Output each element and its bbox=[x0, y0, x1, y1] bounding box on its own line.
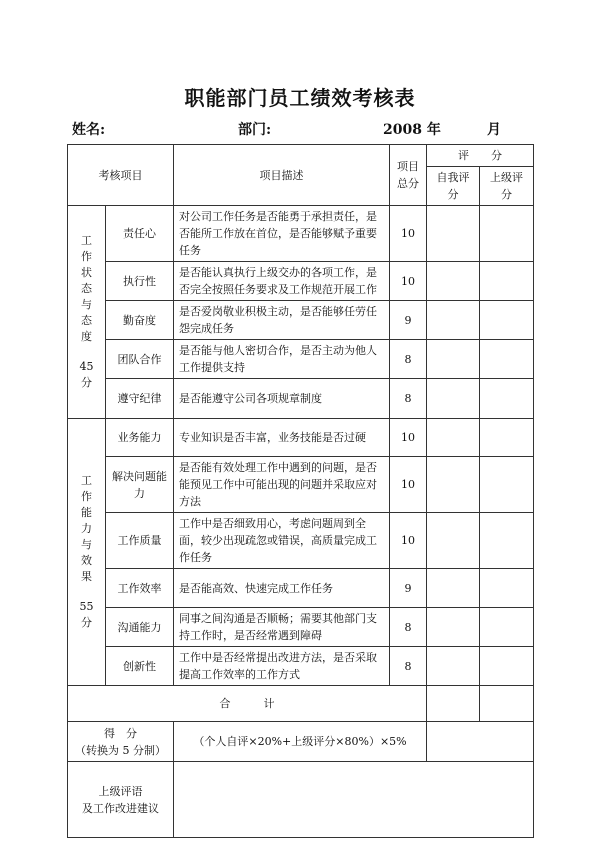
self-rating-cell[interactable] bbox=[427, 206, 480, 262]
section-label-char: 能 bbox=[81, 506, 92, 519]
table-row bbox=[68, 379, 534, 419]
superior-rating-cell[interactable] bbox=[480, 513, 534, 569]
item-max-score: 8 bbox=[390, 340, 427, 379]
section-points: 55 分 bbox=[79, 600, 94, 629]
comment-label-line1: 上级评语 bbox=[98, 784, 143, 798]
superior-rating-cell[interactable] bbox=[480, 419, 534, 457]
item-name: 工作质量 bbox=[106, 513, 174, 569]
total-self-cell[interactable] bbox=[427, 686, 480, 722]
item-max-score: 10 bbox=[390, 513, 427, 569]
self-rating-cell[interactable] bbox=[427, 647, 480, 686]
header-total-line2: 总分 bbox=[397, 177, 419, 190]
comment-label bbox=[68, 762, 174, 838]
item-description: 是否能有效处理工作中遇到的问题，是否能预见工作中可能出现的问题并采取应对方法 bbox=[174, 457, 390, 513]
score-label bbox=[68, 722, 174, 762]
superior-rating-cell[interactable] bbox=[480, 262, 534, 301]
table-row bbox=[68, 647, 534, 686]
item-name: 勤奋度 bbox=[106, 301, 174, 340]
item-max-score: 10 bbox=[390, 262, 427, 301]
year-label: 2008 年 bbox=[383, 122, 441, 138]
score-value-cell[interactable] bbox=[427, 722, 534, 762]
total-row bbox=[68, 686, 534, 722]
superior-rating-cell[interactable] bbox=[480, 379, 534, 419]
name-label: 姓名: bbox=[72, 122, 106, 138]
comment-label-line2: 及工作改进建议 bbox=[82, 801, 159, 815]
superior-rating-cell[interactable] bbox=[480, 647, 534, 686]
score-label-line2: （转换为 5 分制） bbox=[75, 743, 166, 757]
item-description: 工作中是否经常提出改进方法，是否采取提高工作效率的工作方式 bbox=[174, 647, 390, 686]
table-row bbox=[68, 569, 534, 608]
item-description: 同事之间沟通是否顺畅；需要其他部门支持工作时，是否经常遇到障碍 bbox=[174, 608, 390, 647]
item-max-score: 10 bbox=[390, 419, 427, 457]
section-label-char: 工 bbox=[81, 474, 92, 487]
header-total bbox=[390, 145, 427, 206]
department-label: 部门: bbox=[238, 122, 272, 138]
section-label-char: 与 bbox=[81, 298, 92, 311]
header-rating: 评 分 bbox=[427, 145, 534, 167]
self-rating-cell[interactable] bbox=[427, 379, 480, 419]
page-title: 职能部门员工绩效考核表 bbox=[184, 86, 416, 110]
superior-rating-cell[interactable] bbox=[480, 569, 534, 608]
item-name: 沟通能力 bbox=[106, 608, 174, 647]
appraisal-table bbox=[67, 144, 534, 838]
superior-rating-cell[interactable] bbox=[480, 301, 534, 340]
table-row bbox=[68, 608, 534, 647]
self-rating-cell[interactable] bbox=[427, 262, 480, 301]
table-row bbox=[68, 340, 534, 379]
header-item: 考核项目 bbox=[68, 145, 174, 206]
item-name: 解决问题能力 bbox=[106, 457, 174, 513]
item-name: 责任心 bbox=[106, 206, 174, 262]
superior-rating-cell[interactable] bbox=[480, 608, 534, 647]
self-rating-cell[interactable] bbox=[427, 513, 480, 569]
item-description: 是否能高效、快速完成工作任务 bbox=[174, 569, 390, 608]
comment-text-cell[interactable] bbox=[174, 762, 534, 838]
self-rating-cell[interactable] bbox=[427, 569, 480, 608]
section-label-char: 果 bbox=[81, 570, 92, 583]
month-label: 月 bbox=[487, 122, 501, 138]
item-name: 团队合作 bbox=[106, 340, 174, 379]
section-label-char: 工 bbox=[81, 234, 92, 247]
self-rating-cell[interactable] bbox=[427, 608, 480, 647]
item-description: 是否爱岗敬业积极主动，是否能够任劳任怨完成任务 bbox=[174, 301, 390, 340]
item-name: 遵守纪律 bbox=[106, 379, 174, 419]
self-rating-cell[interactable] bbox=[427, 457, 480, 513]
item-max-score: 9 bbox=[390, 569, 427, 608]
item-name: 执行性 bbox=[106, 262, 174, 301]
self-rating-cell[interactable] bbox=[427, 340, 480, 379]
table-row bbox=[68, 206, 534, 262]
section-label-char: 作 bbox=[81, 490, 92, 503]
section-label-char: 状 bbox=[81, 266, 92, 279]
section-label-char: 度 bbox=[81, 330, 92, 343]
item-max-score: 8 bbox=[390, 647, 427, 686]
table-row bbox=[68, 457, 534, 513]
superior-rating-cell[interactable] bbox=[480, 340, 534, 379]
section-label-char: 力 bbox=[81, 522, 92, 535]
section-points: 45 分 bbox=[79, 360, 94, 389]
header-total-line1: 项目 bbox=[397, 160, 419, 173]
item-max-score: 8 bbox=[390, 379, 427, 419]
total-superior-cell[interactable] bbox=[480, 686, 534, 722]
item-max-score: 10 bbox=[390, 206, 427, 262]
item-description: 工作中是否细致用心，考虑问题周到全面，较少出现疏忽或错误，高质量完成工作任务 bbox=[174, 513, 390, 569]
item-max-score: 9 bbox=[390, 301, 427, 340]
score-row bbox=[68, 722, 534, 762]
section-label-char: 作 bbox=[81, 250, 92, 263]
comment-row bbox=[68, 762, 534, 838]
table-row bbox=[68, 513, 534, 569]
item-name: 业务能力 bbox=[106, 419, 174, 457]
section-label-char: 与 bbox=[81, 538, 92, 551]
self-rating-cell[interactable] bbox=[427, 301, 480, 340]
item-max-score: 10 bbox=[390, 457, 427, 513]
header-superior-rating: 上级评分 bbox=[480, 167, 534, 206]
header-description: 项目描述 bbox=[174, 145, 390, 206]
section-label-gap bbox=[73, 345, 100, 359]
item-max-score: 8 bbox=[390, 608, 427, 647]
table-row bbox=[68, 419, 534, 457]
section-label bbox=[68, 206, 106, 419]
self-rating-cell[interactable] bbox=[427, 419, 480, 457]
table-row bbox=[68, 262, 534, 301]
score-label-line1: 得 分 bbox=[104, 726, 137, 740]
item-name: 工作效率 bbox=[106, 569, 174, 608]
item-description: 是否能认真执行上级交办的各项工作，是否完全按照任务要求及工作规范开展工作 bbox=[174, 262, 390, 301]
total-label: 合 计 bbox=[68, 686, 427, 722]
section-label-char: 态 bbox=[81, 314, 92, 327]
table-row bbox=[68, 301, 534, 340]
item-description: 专业知识是否丰富，业务技能是否过硬 bbox=[174, 419, 390, 457]
section-label bbox=[68, 419, 106, 686]
item-description: 是否能遵守公司各项规章制度 bbox=[174, 379, 390, 419]
item-description: 对公司工作任务是否能勇于承担责任，是否能所工作放在首位，是否能够赋予重要任务 bbox=[174, 206, 390, 262]
item-name: 创新性 bbox=[106, 647, 174, 686]
header-self-rating: 自我评分 bbox=[427, 167, 480, 206]
section-label-char: 效 bbox=[81, 554, 92, 567]
superior-rating-cell[interactable] bbox=[480, 206, 534, 262]
item-description: 是否能与他人密切合作，是否主动为他人工作提供支持 bbox=[174, 340, 390, 379]
section-label-char: 态 bbox=[81, 282, 92, 295]
superior-rating-cell[interactable] bbox=[480, 457, 534, 513]
score-formula: （个人自评×20%+上级评分×80%）×5% bbox=[174, 722, 427, 762]
section-label-gap bbox=[73, 585, 100, 599]
